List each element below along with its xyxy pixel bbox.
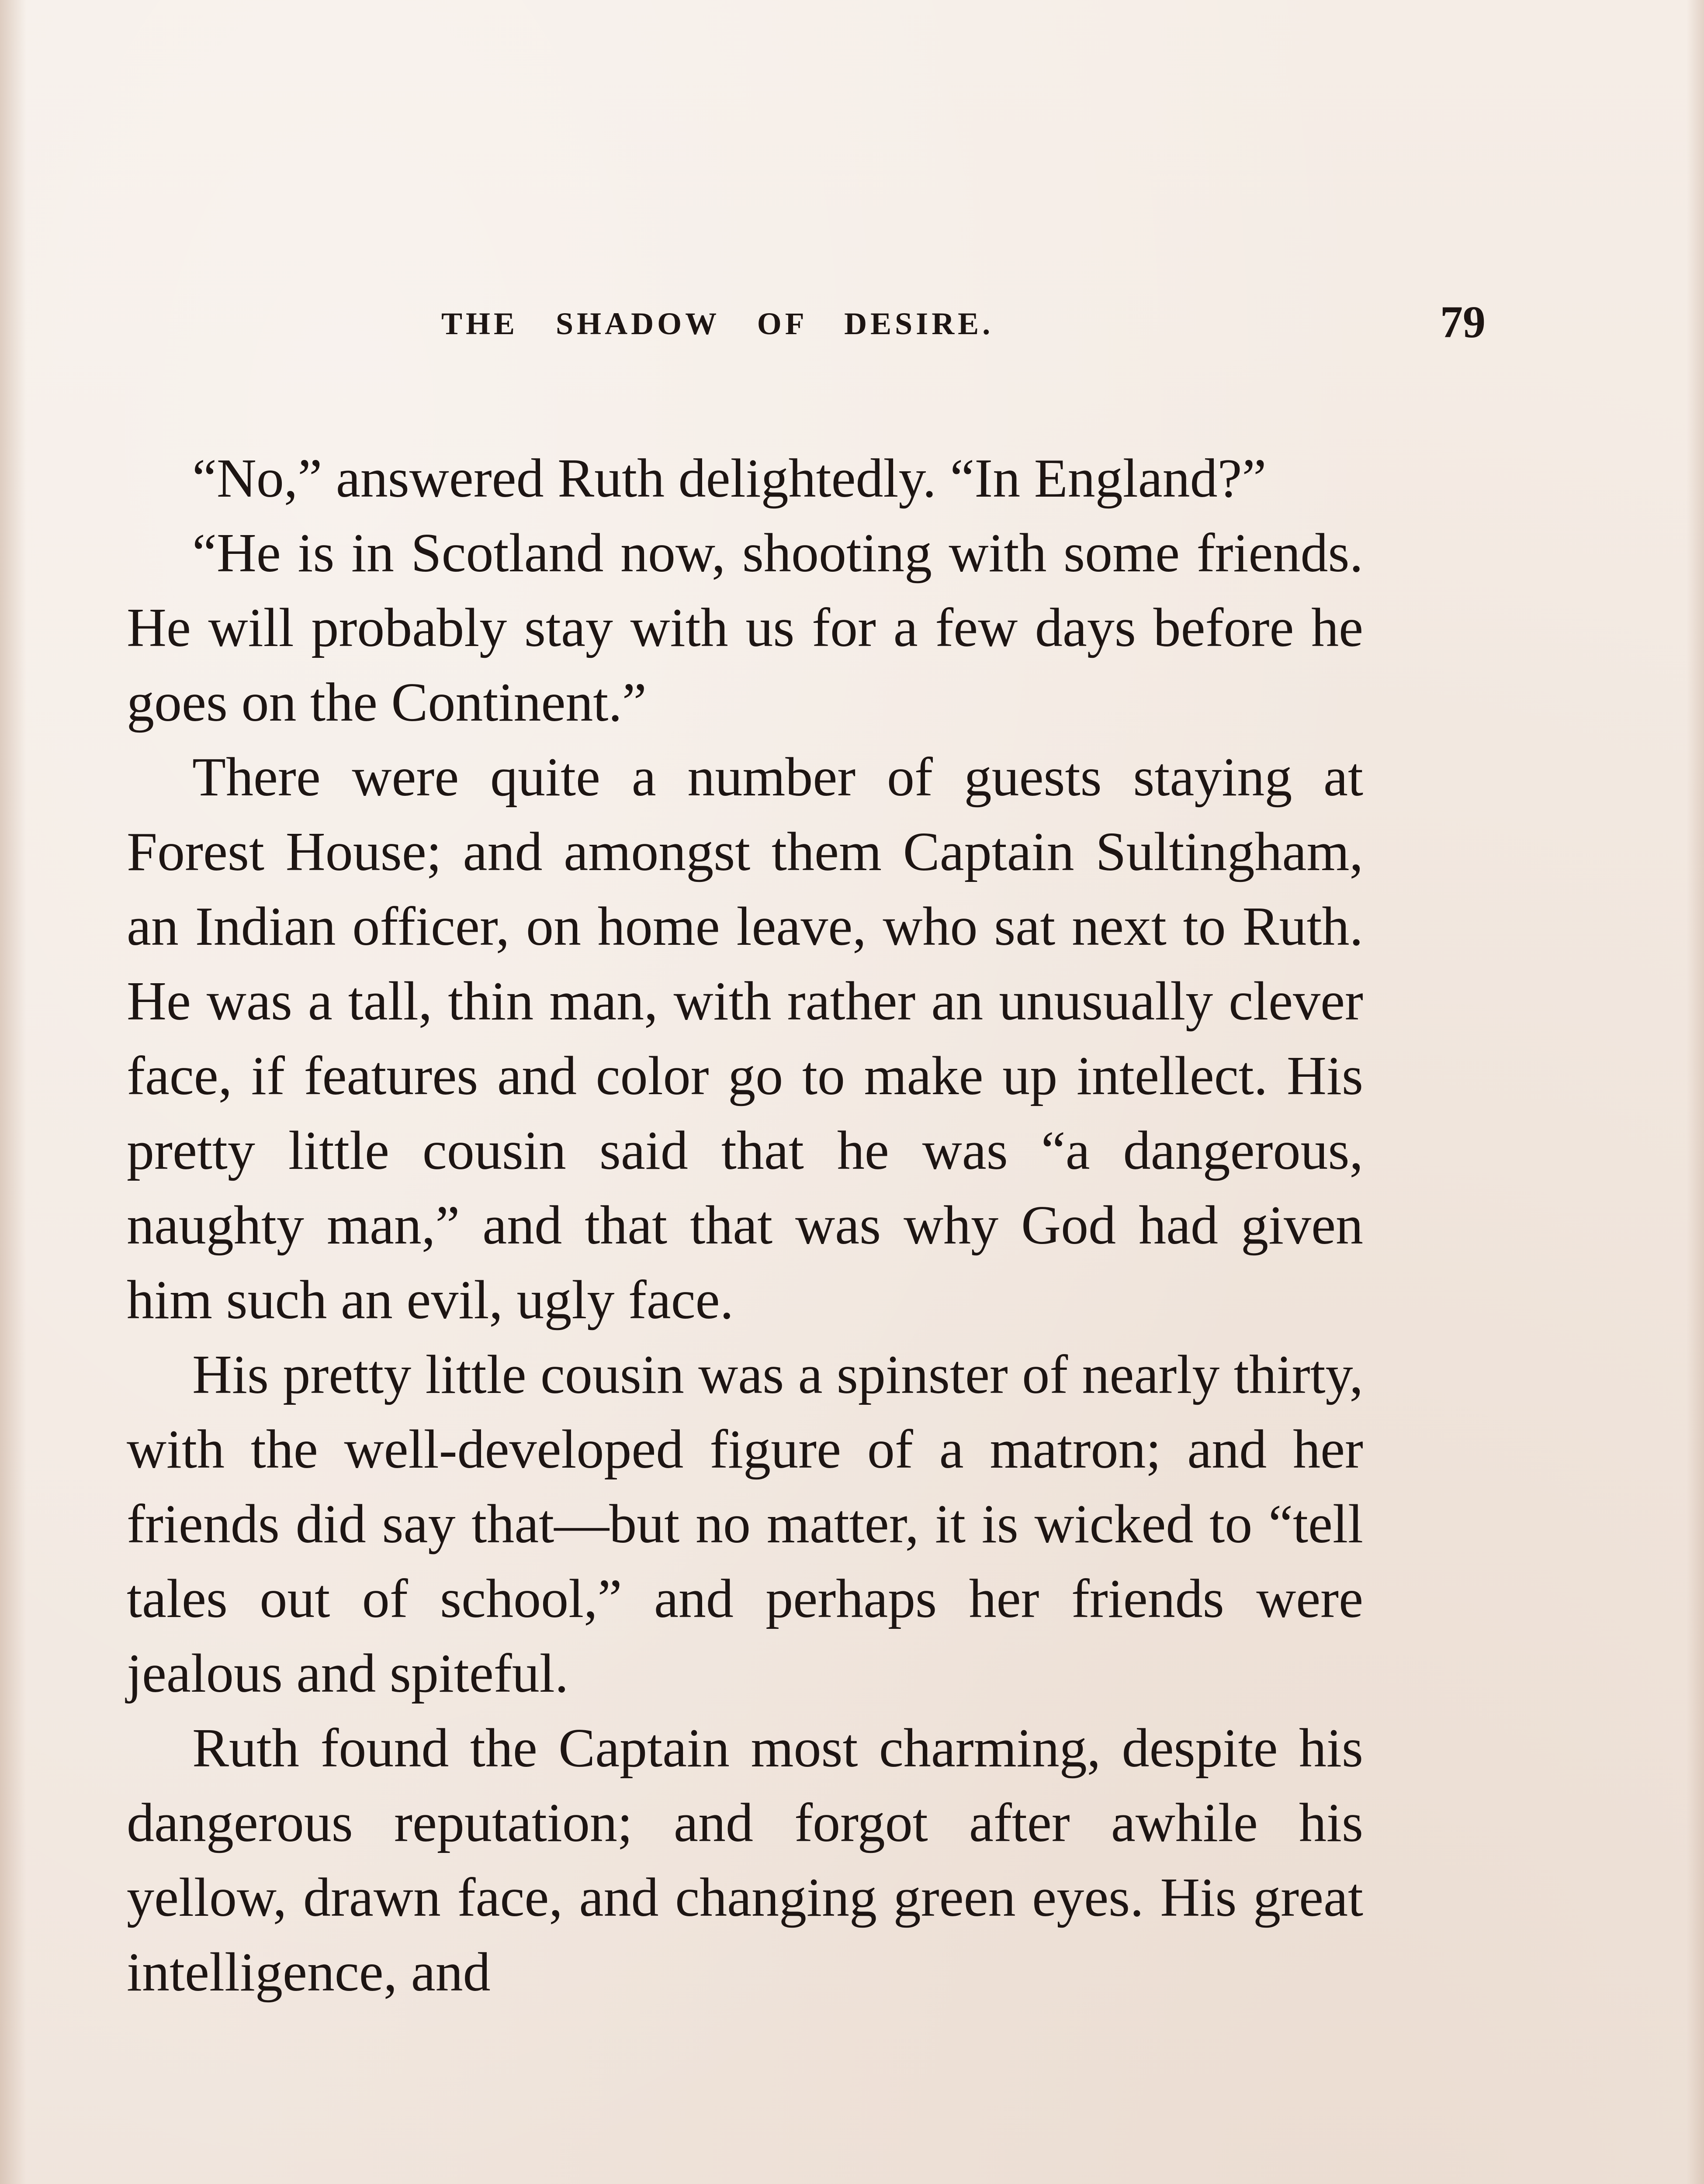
- paragraph: “No,” answered Ruth delightedly. “In England?”: [192, 448, 1267, 509]
- paragraph: There were quite a number of guests staying at Forest House; and amongst them Captain Sultingham, an Indian officer, on home leave, who sat next to Ruth. He was a tall, thin man, with rather an unusually clever face, if features and color go to make up intellect. His pretty little cousin said that he was “a dangerous, naughty man,” and that that was why God had given him such an evil, ugly face.: [127, 747, 1363, 1330]
- page-edge-left: [0, 0, 26, 2184]
- paragraph: His pretty little cousin was a spinster of nearly thirty, with the well-developed figure of a matron; and her friends did say that—but no matter, it is wicked to “tell tales out of school,” and perhaps her friends were jealous and spiteful.: [127, 1344, 1363, 1704]
- body-text: [127, 441, 1363, 2010]
- paragraph: “He is in Scotland now, shooting with some friends. He will probably stay with us for a few days before he goes on the Continent.”: [127, 523, 1363, 733]
- running-head-title: THE SHADOW OF DESIRE.: [441, 306, 994, 341]
- running-head: [127, 297, 1486, 358]
- page-number: 79: [1440, 297, 1486, 347]
- page-edge-right: [1687, 0, 1704, 2184]
- paragraph: Ruth found the Captain most charming, despite his dangerous reputation; and forgot after awhile his yellow, drawn face, and changing green eyes. His great intelligence, and: [127, 1718, 1363, 2003]
